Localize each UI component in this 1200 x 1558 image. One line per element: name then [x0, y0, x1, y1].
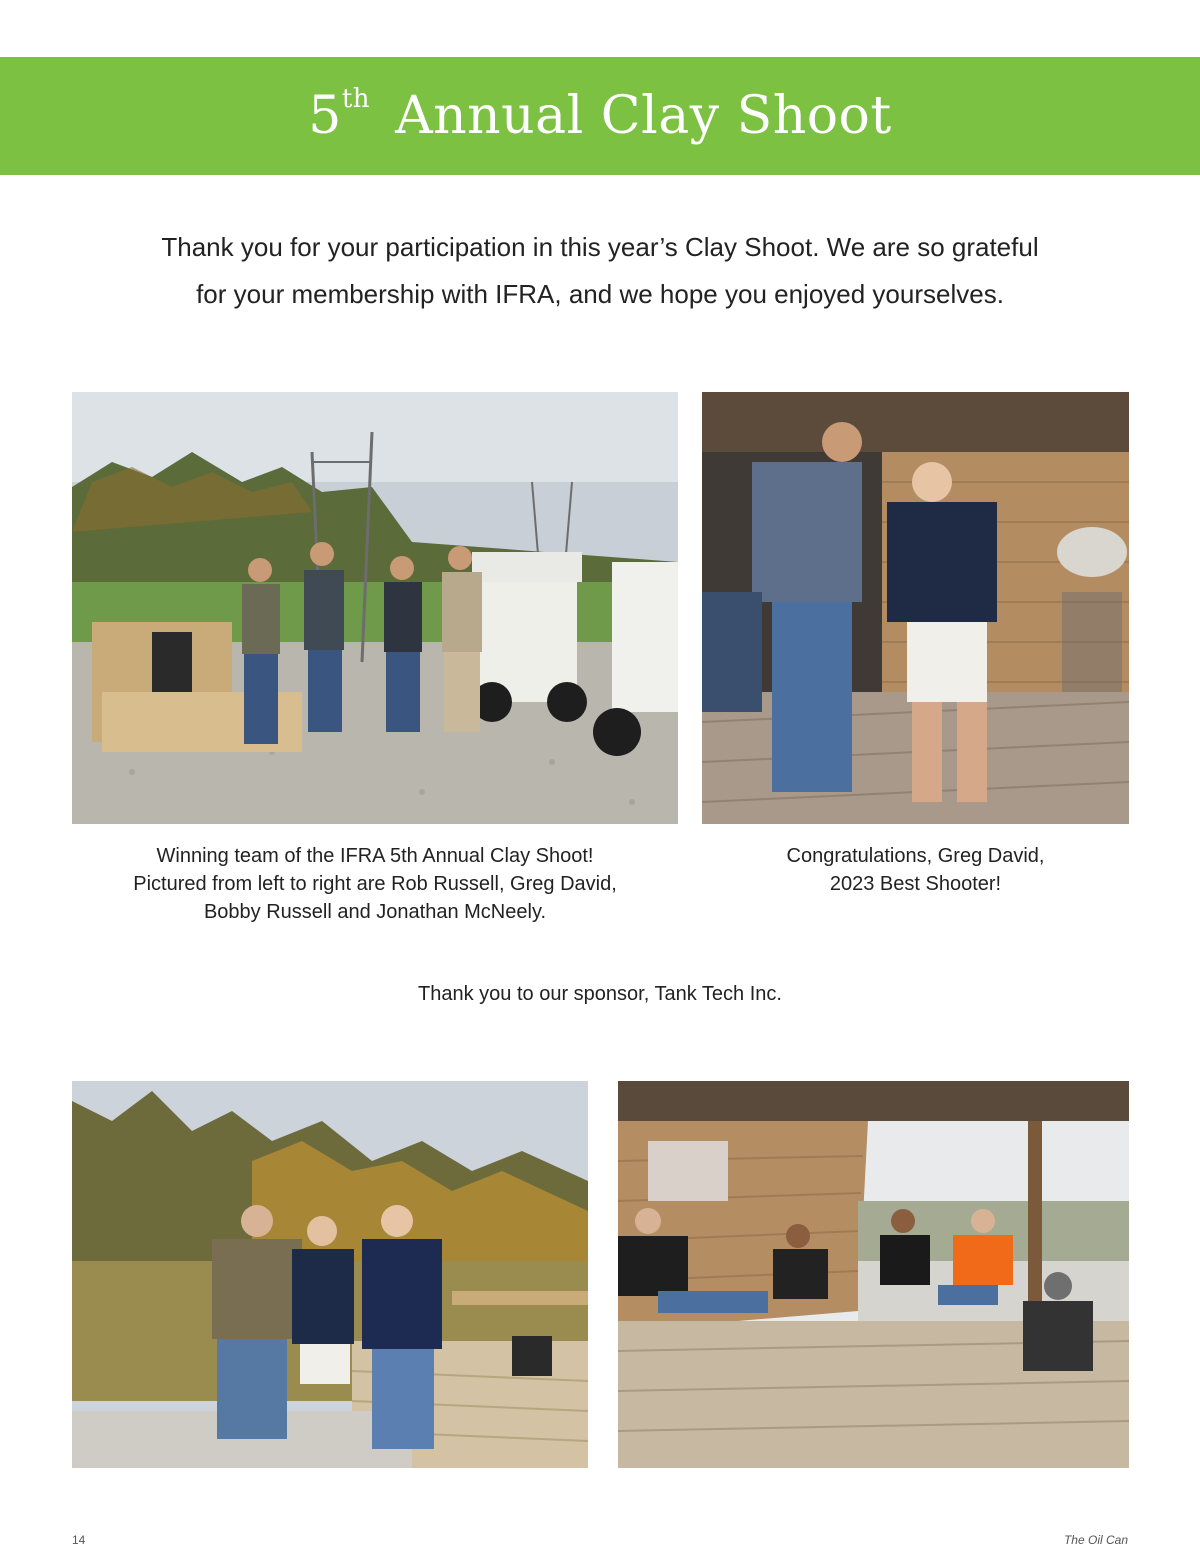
intro-paragraph	[80, 224, 1120, 318]
photo-winning-team	[72, 392, 678, 824]
title-number: 5	[308, 86, 342, 146]
intro-line-1: Thank you for your participation in this year’s Clay Shoot. We are so grateful	[161, 232, 1039, 262]
caption-line: Congratulations, Greg David,	[786, 845, 1045, 867]
page-number: 14	[72, 1533, 86, 1547]
caption-line: Bobby Russell and Jonathan McNeely.	[203, 901, 547, 923]
photo-group-field	[72, 1081, 588, 1468]
photo-porch-group	[618, 1081, 1129, 1468]
title-text: Annual Clay Shoot	[378, 86, 892, 146]
intro-line-2: for your membership with IFRA, and we hope you enjoyed yourselves.	[196, 279, 1004, 309]
title-banner	[0, 57, 1200, 175]
title-superscript: th	[341, 83, 371, 114]
caption-best-shooter	[702, 842, 1129, 898]
caption-line: Pictured from left to right are Rob Russell, Greg David,	[133, 873, 617, 895]
publication-name: The Oil Can	[1063, 1533, 1128, 1547]
sponsor-thanks: Thank you to our sponsor, Tank Tech Inc.	[418, 983, 782, 1005]
page-title	[308, 83, 892, 146]
photo-best-shooter	[702, 392, 1129, 824]
caption-line: Winning team of the IFRA 5th Annual Clay Shoot!	[156, 845, 594, 867]
caption-line: 2023 Best Shooter!	[829, 873, 1002, 895]
caption-winning-team	[72, 842, 678, 926]
